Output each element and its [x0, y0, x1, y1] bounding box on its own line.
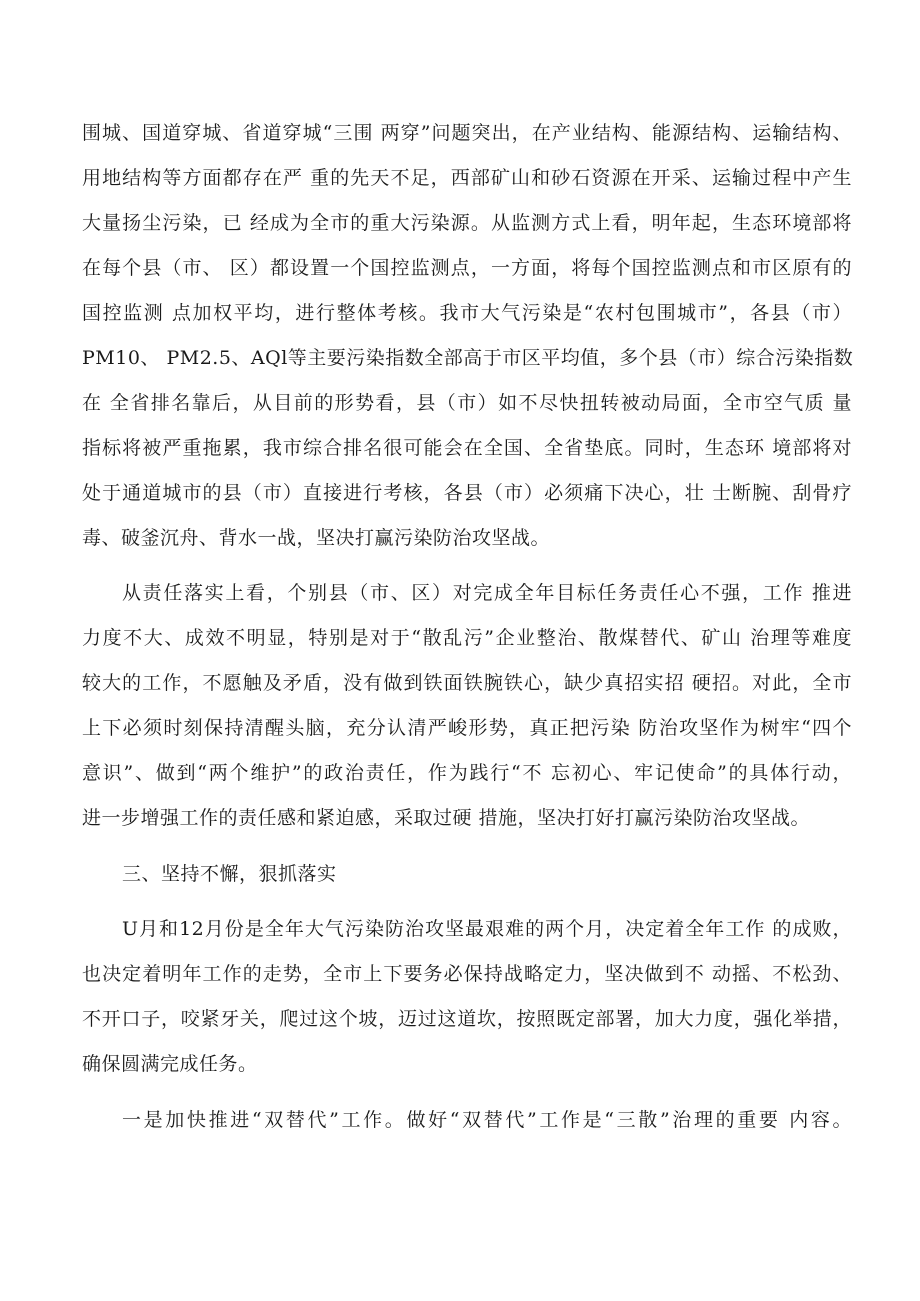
text-line: 在 全省排名靠后，从目前的形势看，县（市）如不尽快扭转被动局面，全市空气质 量 — [82, 392, 852, 414]
text-line: 大量扬尘污染，已 经成为全市的重大污染源。从监测方式上看，明年起，生态环境部将 — [82, 212, 852, 234]
text-line: 上下必须时刻保持清醒头脑，充分认清严峻形势，真正把污染 防治攻坚作为树牢“四个 — [82, 717, 852, 739]
text-line: 毒、破釜沉舟、背水一战，坚决打赢污染防治攻坚战。 — [82, 527, 551, 549]
text-line: 意识”、做到“两个维护”的政治责任，作为践行“不 忘初心、牢记使命”的具体行动， — [82, 762, 852, 784]
text-line: 也决定着明年工作的走势，全市上下要务必保持战略定力，坚决做到不 动摇、不松劲、 — [82, 963, 852, 985]
text-line: 较大的工作，不愿触及矛盾，没有做到铁面铁腕铁心，缺少真招实招 硬招。对此，全市 — [82, 672, 852, 694]
paragraph-first-line: U月和12月份是全年大气污染防治攻坚最艰难的两个月，决定着全年工作 的成败， — [122, 918, 852, 940]
text-line: 在每个县（市、 区）都设置一个国控监测点，一方面，将每个国控监测点和市区原有的 — [82, 257, 852, 279]
paragraph-first-line: 一是加快推进“双替代”工作。做好“双替代”工作是“三散”治理的重要 内容。 — [122, 1109, 852, 1131]
text-line: 处于通道城市的县（市）直接进行考核，各县（市）必须痛下决心，壮 士断腕、刮骨疗 — [82, 482, 852, 504]
text-line: 用地结构等方面都存在严 重的先天不足，西部矿山和砂石资源在开采、运输过程中产生 — [82, 167, 852, 189]
text-line: 不开口子，咬紧牙关，爬过这个坡，迈过这道坎，按照既定部署，加大力度，强化举措， — [82, 1008, 852, 1030]
text-line: PM10、 PM2.5、AQl等主要污染指数全部高于市区平均值，多个县（市）综合污染指数 — [82, 347, 854, 369]
text-line: 力度不大、成效不明显，特别是对于“散乱污”企业整治、散煤替代、矿山 治理等难度 — [82, 627, 852, 649]
text-line: 围城、国道穿城、省道穿城“三围 两穿”问题突出，在产业结构、能源结构、运输结构、 — [82, 122, 852, 144]
text-line: 国控监测 点加权平均，进行整体考核。我市大气污染是“农村包围城市”，各县（市） — [82, 302, 852, 324]
text-line: 确保圆满完成任务。 — [82, 1053, 258, 1075]
paragraph-first-line: 从责任落实上看，个别县（市、区）对完成全年目标任务责任心不强，工作 推进 — [122, 582, 852, 604]
text-line: 进一步增强工作的责任感和紧迫感，采取过硬 措施，坚决打好打赢污染防治攻坚战。 — [82, 807, 811, 829]
section-heading: 三、坚持不懈，狠抓落实 — [122, 863, 337, 885]
text-line: 指标将被严重拖累，我市综合排名很可能会在全国、全省垫底。同时，生态环 境部将对 — [82, 437, 852, 459]
